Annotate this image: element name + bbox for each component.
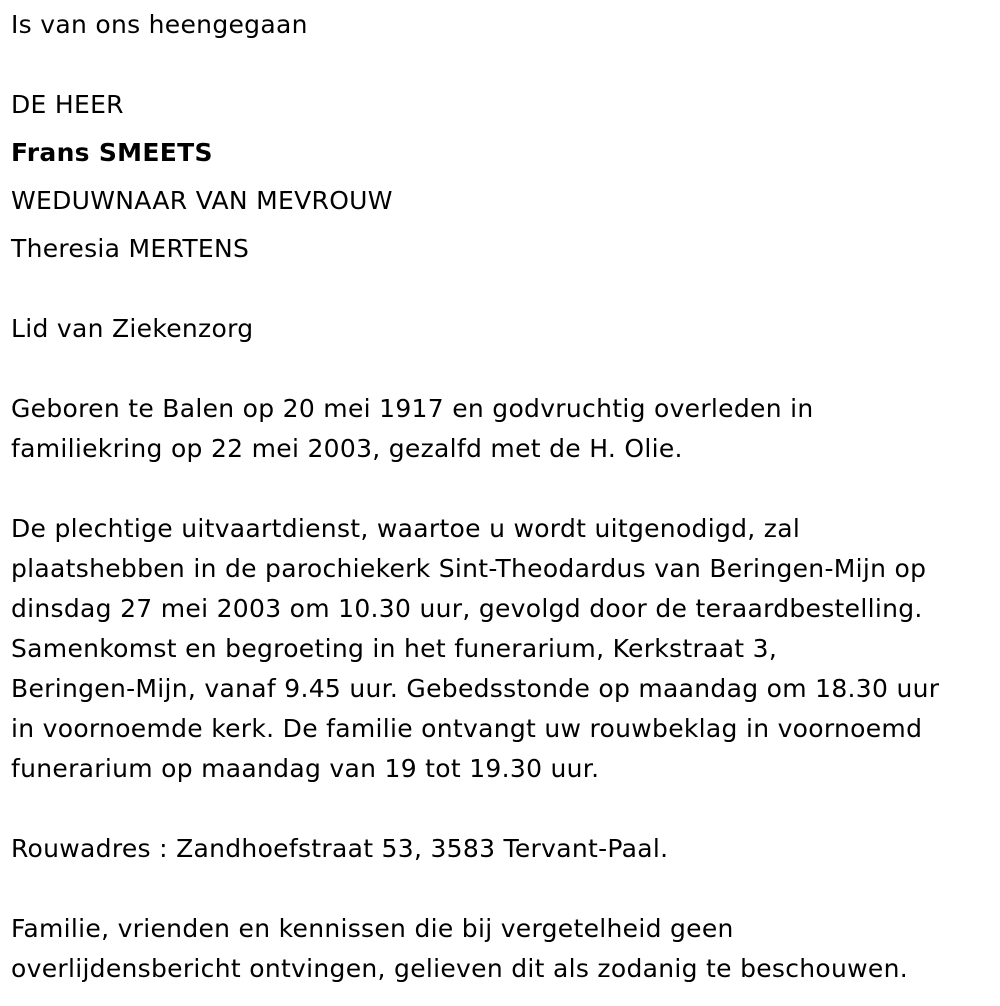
- notice-line-1: Familie, vrienden en kennissen die bij vergetelheid geen: [11, 914, 734, 943]
- birth-death-line-1: Geboren te Balen op 20 mei 1917 en godvruchtig overleden in: [11, 394, 814, 423]
- address-line: Rouwadres : Zandhoefstraat 53, 3583 Tervant-Paal.: [11, 834, 669, 863]
- service-line-1: De plechtige uitvaartdienst, waartoe u wordt uitgenodigd, zal: [11, 514, 801, 543]
- honorific: DE HEER: [11, 90, 124, 119]
- spouse-name: Theresia MERTENS: [11, 234, 250, 263]
- service-line-2: plaatshebben in de parochiekerk Sint-Theodardus van Beringen-Mijn op: [11, 554, 927, 583]
- service-line-4: Samenkomst en begroeting in het funerarium, Kerkstraat 3,: [11, 634, 778, 663]
- service-line-6: in voornoemde kerk. De familie ontvangt uw rouwbeklag in voornoemd: [11, 714, 923, 743]
- notice-line-2: overlijdensbericht ontvingen, gelieven dit als zodanig te beschouwen.: [11, 954, 908, 983]
- header-line: Is van ons heengegaan: [11, 10, 308, 39]
- deceased-name: Frans SMEETS: [11, 138, 213, 167]
- membership-line: Lid van Ziekenzorg: [11, 314, 254, 343]
- service-line-3: dinsdag 27 mei 2003 om 10.30 uur, gevolgd door de teraardbestelling.: [11, 594, 923, 623]
- service-line-7: funerarium op maandag van 19 tot 19.30 uur.: [11, 754, 600, 783]
- birth-death-line-2: familiekring op 22 mei 2003, gezalfd met de H. Olie.: [11, 434, 683, 463]
- relation-line: WEDUWNAAR VAN MEVROUW: [11, 186, 393, 215]
- service-line-5: Beringen-Mijn, vanaf 9.45 uur. Gebedsstonde op maandag om 18.30 uur: [11, 674, 940, 703]
